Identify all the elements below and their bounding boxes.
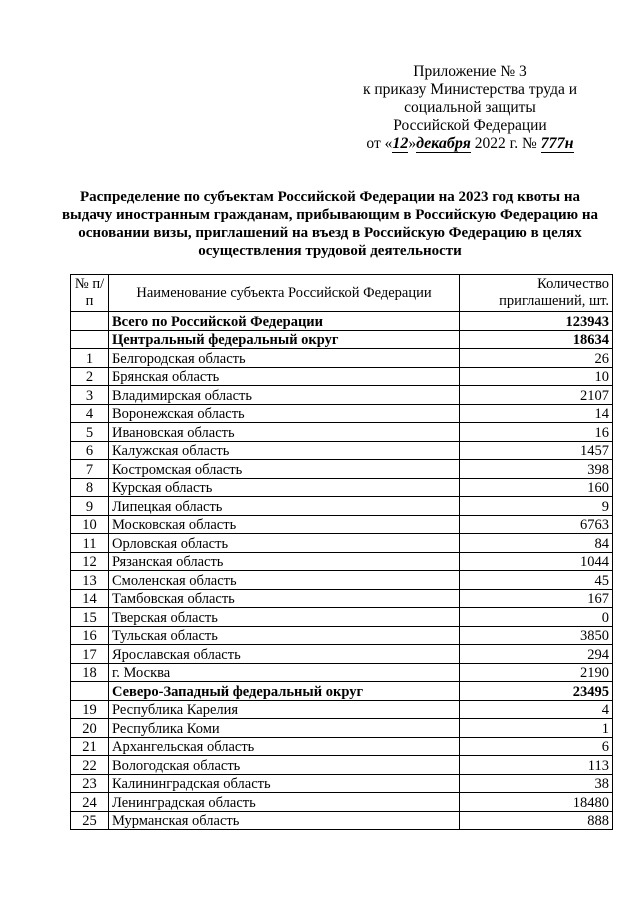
row-subject-name: Тверская область: [108, 608, 459, 627]
row-number: 10: [71, 515, 109, 534]
row-subject-name: Ивановская область: [108, 423, 459, 442]
row-subject-name: Мурманская область: [108, 811, 459, 830]
row-subject-name: Республика Коми: [108, 719, 459, 738]
row-quota-value: 1: [460, 719, 613, 738]
row-number: 5: [71, 423, 109, 442]
row-subject-name: Всего по Российской Федерации: [108, 312, 459, 331]
row-number: 25: [71, 811, 109, 830]
row-subject-name: г. Москва: [108, 663, 459, 682]
handwritten-day: 12: [392, 135, 409, 152]
date-prefix: от «: [366, 135, 393, 152]
row-quota-value: 6763: [460, 515, 613, 534]
row-number: [71, 330, 109, 349]
order-reference: к приказу Министерства труда и: [362, 81, 578, 98]
table-row: [71, 460, 613, 479]
table-row: [71, 663, 613, 682]
row-quota-value: 18480: [460, 793, 613, 812]
row-quota-value: 9: [460, 497, 613, 516]
handwritten-order-number: 777н: [540, 135, 574, 152]
row-subject-name: Липецкая область: [108, 497, 459, 516]
row-quota-value: 3850: [460, 626, 613, 645]
row-number: 4: [71, 404, 109, 423]
date-year: 2022 г. №: [470, 135, 541, 152]
row-quota-value: 2107: [460, 386, 613, 405]
row-subject-name: Калужская область: [108, 441, 459, 460]
table-row: [71, 589, 613, 608]
table-row: [71, 441, 613, 460]
table-row: [71, 774, 613, 793]
row-quota-value: 14: [460, 404, 613, 423]
table-row: [71, 571, 613, 590]
row-quota-value: 45: [460, 571, 613, 590]
row-number: 16: [71, 626, 109, 645]
row-subject-name: Курская область: [108, 478, 459, 497]
row-number: 18: [71, 663, 109, 682]
row-quota-value: 16: [460, 423, 613, 442]
row-subject-name: Орловская область: [108, 534, 459, 553]
row-subject-name: Центральный федеральный округ: [108, 330, 459, 349]
row-quota-value: 84: [460, 534, 613, 553]
table-row: [71, 737, 613, 756]
row-quota-value: 18634: [460, 330, 613, 349]
row-subject-name: Воронежская область: [108, 404, 459, 423]
row-quota-value: 38: [460, 774, 613, 793]
table-header-row: [71, 275, 613, 312]
row-subject-name: Брянская область: [108, 367, 459, 386]
row-quota-value: 160: [460, 478, 613, 497]
row-subject-name: Московская область: [108, 515, 459, 534]
row-number: 23: [71, 774, 109, 793]
row-subject-name: Белгородская область: [108, 349, 459, 368]
ministry-name: социальной защиты: [404, 99, 536, 116]
quota-table: [70, 274, 613, 830]
row-subject-name: Костромская область: [108, 460, 459, 479]
table-row: [71, 626, 613, 645]
row-number: 22: [71, 756, 109, 775]
appendix-number: Приложение № 3: [413, 63, 527, 80]
appendix-header: [340, 63, 600, 153]
row-subject-name: Владимирская область: [108, 386, 459, 405]
row-subject-name: Рязанская область: [108, 552, 459, 571]
row-quota-value: 398: [460, 460, 613, 479]
order-date-line: [340, 135, 600, 153]
document-title: Распределение по субъектам Российской Федерации на 2023 год квоты на выдачу иностранным гражданам, прибывающим в Российскую Федерацию на основании визы, приглашений на въезд в Российскую Федерацию в целях осуществления трудовой деятельности: [61, 189, 599, 259]
table-row: [71, 534, 613, 553]
table-row: [71, 700, 613, 719]
row-number: [71, 312, 109, 331]
row-quota-value: 1457: [460, 441, 613, 460]
table-row: [71, 478, 613, 497]
row-number: 12: [71, 552, 109, 571]
table-row: [71, 608, 613, 627]
row-number: 20: [71, 719, 109, 738]
table-row: [71, 719, 613, 738]
table-row: [71, 367, 613, 386]
date-mid: »: [408, 135, 417, 152]
row-number: 1: [71, 349, 109, 368]
row-quota-value: 294: [460, 645, 613, 664]
table-row: [71, 404, 613, 423]
table-row: [71, 423, 613, 442]
row-quota-value: 2190: [460, 663, 613, 682]
row-subject-name: Архангельская область: [108, 737, 459, 756]
table-row: [71, 756, 613, 775]
row-number: 8: [71, 478, 109, 497]
table-row: [71, 497, 613, 516]
row-subject-name: Тульская область: [108, 626, 459, 645]
row-number: 17: [71, 645, 109, 664]
row-quota-value: 4: [460, 700, 613, 719]
row-quota-value: 167: [460, 589, 613, 608]
row-subject-name: Тамбовская область: [108, 589, 459, 608]
row-subject-name: Ленинградская область: [108, 793, 459, 812]
row-quota-value: 10: [460, 367, 613, 386]
row-quota-value: 888: [460, 811, 613, 830]
table-row: [71, 349, 613, 368]
row-number: 2: [71, 367, 109, 386]
column-header-name: Наименование субъекта Российской Федерации: [108, 275, 459, 312]
row-number: 11: [71, 534, 109, 553]
row-quota-value: 23495: [460, 682, 613, 701]
row-number: 15: [71, 608, 109, 627]
row-subject-name: Смоленская область: [108, 571, 459, 590]
row-number: 6: [71, 441, 109, 460]
federation-name: Российской Федерации: [393, 117, 547, 134]
table-row: [71, 811, 613, 830]
row-number: [71, 682, 109, 701]
row-number: 3: [71, 386, 109, 405]
table-row: [71, 515, 613, 534]
table-body: [71, 312, 613, 830]
column-header-value: Количество приглашений, шт.: [460, 275, 613, 312]
table-row: [71, 682, 613, 701]
table-row: [71, 330, 613, 349]
table-row: [71, 312, 613, 331]
table-row: [71, 552, 613, 571]
row-number: 19: [71, 700, 109, 719]
row-quota-value: 6: [460, 737, 613, 756]
row-quota-value: 26: [460, 349, 613, 368]
row-number: 21: [71, 737, 109, 756]
row-quota-value: 1044: [460, 552, 613, 571]
row-subject-name: Северо-Западный федеральный округ: [108, 682, 459, 701]
row-subject-name: Ярославская область: [108, 645, 459, 664]
row-quota-value: 113: [460, 756, 613, 775]
row-subject-name: Вологодская область: [108, 756, 459, 775]
table-row: [71, 793, 613, 812]
row-number: 9: [71, 497, 109, 516]
row-number: 14: [71, 589, 109, 608]
row-number: 7: [71, 460, 109, 479]
row-number: 13: [71, 571, 109, 590]
row-subject-name: Республика Карелия: [108, 700, 459, 719]
handwritten-month: декабря: [416, 135, 471, 152]
row-subject-name: Калининградская область: [108, 774, 459, 793]
row-quota-value: 123943: [460, 312, 613, 331]
table-row: [71, 645, 613, 664]
column-header-num: № п/п: [71, 275, 109, 312]
table-row: [71, 386, 613, 405]
row-number: 24: [71, 793, 109, 812]
row-quota-value: 0: [460, 608, 613, 627]
